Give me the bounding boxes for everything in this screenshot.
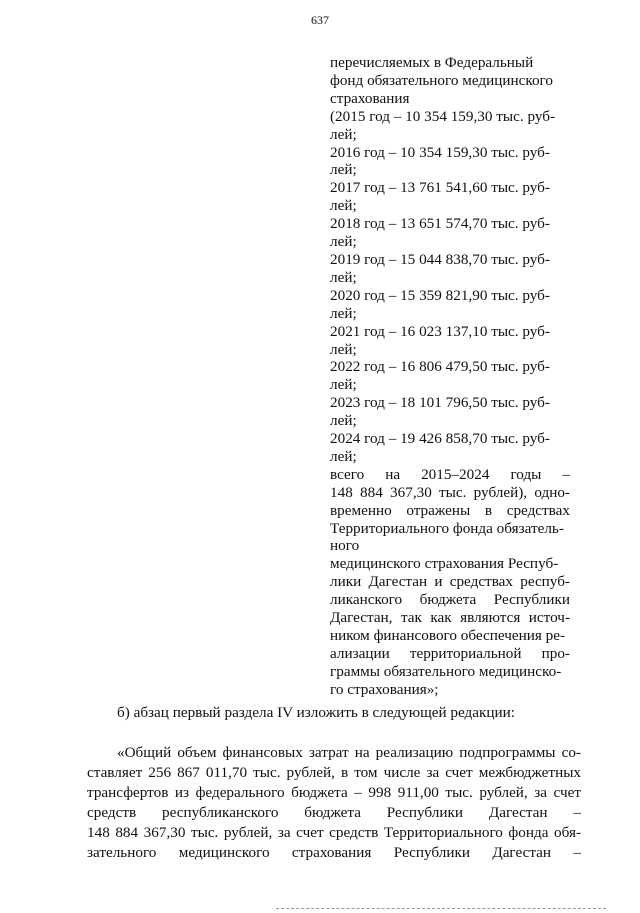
- year-amount-line: 2024 год – 19 426 858,70 тыс. руб-: [330, 430, 550, 448]
- year-amount-continuation: лей;: [330, 268, 357, 286]
- paragraph-line: 148 884 367,30 тыс. рублей, за счет средств Территориального фонда обя-: [87, 824, 581, 841]
- total-text-line: ником финансового обеспечения ре-: [330, 627, 566, 644]
- year-amount-line: 2018 год – 13 651 574,70 тыс. руб-: [330, 215, 550, 233]
- right-column-text: [330, 54, 570, 699]
- total-text-line: временно отражены в средствах: [330, 501, 570, 519]
- total-text-line: граммы обязательного медицинско-: [330, 662, 562, 680]
- year-amount-line: 2023 год – 18 101 796,50 тыс. руб-: [330, 394, 550, 412]
- paragraph-line: средств республиканского бюджета Республики Дагестан –: [87, 804, 581, 821]
- year-amount-continuation: лей;: [330, 340, 357, 358]
- paragraph-line: ставляет 256 867 011,70 тыс. рублей, в том числе за счет межбюджетных: [87, 764, 581, 781]
- total-text-line: ного: [330, 537, 360, 555]
- year-amount-line: 2017 год – 13 761 541,60 тыс. руб-: [330, 179, 550, 197]
- year-amount-continuation: лей;: [330, 376, 357, 394]
- main-paragraph: [87, 743, 581, 863]
- year-amount-continuation: лей;: [330, 161, 357, 179]
- total-text-line: го страхования»;: [330, 680, 439, 698]
- item-b-line: б) абзац первый раздела IV изложить в следующей редакции:: [117, 704, 516, 721]
- item-b-text: [87, 703, 581, 723]
- total-text-line: ликанского бюджета Республики: [330, 591, 570, 609]
- paragraph-line: «Общий объем финансовых затрат на реализацию подпрограммы со-: [117, 744, 581, 761]
- footer-rule: [276, 908, 606, 909]
- year-amount-continuation: лей;: [330, 197, 357, 215]
- year-amount-line: 2022 год – 16 806 479,50 тыс. руб-: [330, 358, 550, 376]
- total-text-line: всего на 2015–2024 годы –: [330, 465, 570, 483]
- page-number: 637: [311, 13, 329, 27]
- intro-line: перечисляемых в Федеральный: [330, 54, 534, 71]
- total-text-line: ализации территориальной про-: [330, 644, 570, 662]
- year-amount-line: 2016 год – 10 354 159,30 тыс. руб-: [330, 143, 550, 161]
- total-text-line: лики Дагестан и средствах респуб-: [330, 573, 570, 591]
- year-amount-line: 2019 год – 15 044 838,70 тыс. руб-: [330, 250, 550, 268]
- total-text-line: 148 884 367,30 тыс. рублей), одно-: [330, 483, 570, 501]
- intro-line: страхования: [330, 89, 410, 107]
- year-amount-continuation: лей;: [330, 233, 357, 251]
- year-amount-continuation: лей;: [330, 447, 357, 465]
- year-amount-line: 2020 год – 15 359 821,90 тыс. руб-: [330, 286, 550, 304]
- paragraph-line: трансфертов из федерального бюджета – 998 911,00 тыс. рублей, за счет: [87, 784, 581, 801]
- year-amount-continuation: лей;: [330, 125, 357, 143]
- total-text-line: медицинского страхования Респуб-: [330, 555, 559, 573]
- year-amount-line: (2015 год – 10 354 159,30 тыс. руб-: [330, 107, 556, 125]
- year-amount-continuation: лей;: [330, 412, 357, 430]
- intro-line: фонд обязательного медицинского: [330, 71, 553, 89]
- year-amount-line: 2021 год – 16 023 137,10 тыс. руб-: [330, 322, 550, 340]
- total-text-line: Дагестан, так как являются источ-: [330, 609, 570, 627]
- total-text-line: Территориального фонда обязатель-: [330, 519, 564, 537]
- paragraph-line: зательного медицинского страхования Республики Дагестан –: [87, 844, 581, 861]
- year-amount-continuation: лей;: [330, 304, 357, 322]
